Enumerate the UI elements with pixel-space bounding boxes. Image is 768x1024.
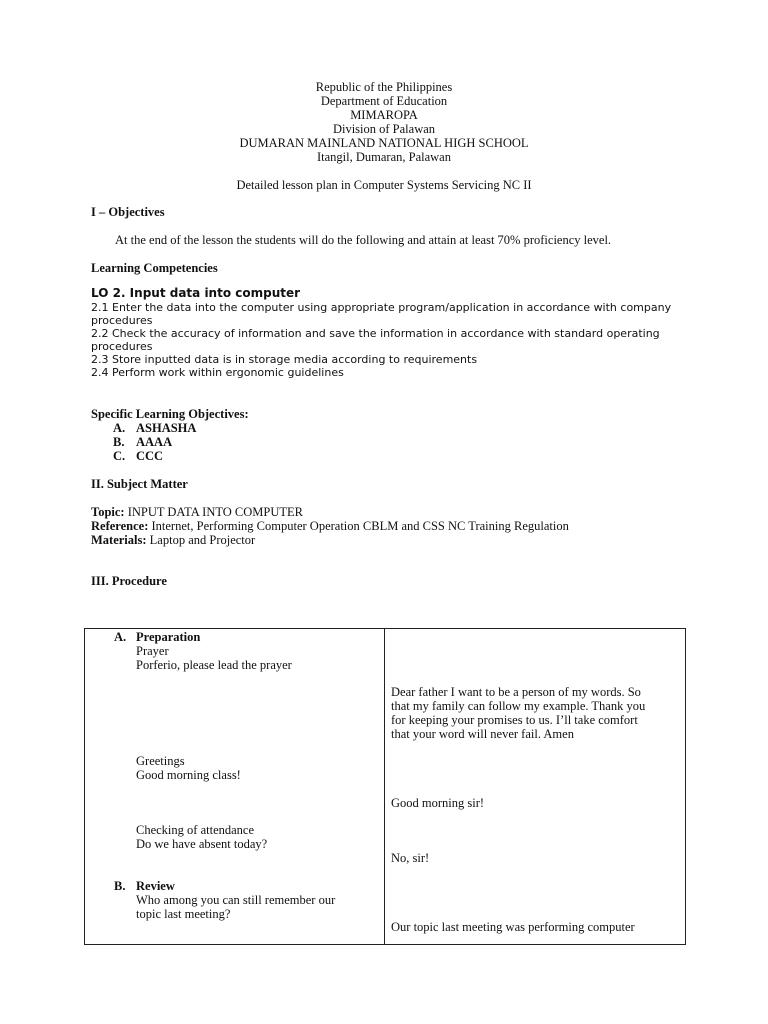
attendance-label: Checking of attendance	[136, 823, 255, 837]
attendance-question: Do we have absent today?	[136, 837, 268, 851]
competency-line: 2.1 Enter the data into the computer using appropriate program/application in accordance with company	[91, 301, 672, 314]
preparation-letter: A.	[114, 630, 127, 644]
prayer-response-line: for keeping your promises to us. I’ll take comfort	[391, 713, 638, 727]
materials-row	[91, 533, 255, 547]
review-title: Review	[136, 879, 175, 893]
reference-value: Internet, Performing Computer Operation CBLM and CSS NC Training Regulation	[151, 519, 569, 533]
specific-objective-item: ASHASHA	[136, 421, 197, 435]
header-line-region: MIMAROPA	[350, 108, 418, 122]
review-response: Our topic last meeting was performing computer	[391, 920, 635, 934]
header-line-division: Division of Palawan	[332, 122, 436, 136]
reference-row	[91, 519, 569, 533]
preparation-title: Preparation	[136, 630, 201, 644]
competency-line: 2.2 Check the accuracy of information and save the information in accordance with standard operating	[91, 327, 660, 340]
objectives-intro: At the end of the lesson the students will do the following and attain at least 70% proficiency level.	[115, 233, 612, 247]
attendance-response: No, sir!	[391, 851, 430, 865]
competency-line: procedures	[91, 340, 153, 353]
subject-matter-heading: II. Subject Matter	[91, 477, 188, 491]
competencies-heading: Learning Competencies	[91, 261, 218, 275]
topic-value: INPUT DATA INTO COMPUTER	[127, 505, 303, 519]
greeting-response: Good morning sir!	[391, 796, 485, 810]
prayer-instruction: Porferio, please lead the prayer	[136, 658, 292, 672]
header-line-school: DUMARAN MAINLAND NATIONAL HIGH SCHOOL	[239, 136, 529, 150]
materials-value: Laptop and Projector	[149, 533, 256, 547]
specific-objective-letter: A.	[113, 421, 126, 435]
objectives-heading: I – Objectives	[91, 205, 165, 219]
header-line-address: Itangil, Dumaran, Palawan	[317, 150, 451, 164]
teacher-activity-cell	[85, 629, 385, 945]
specific-objective-item: AAAA	[136, 435, 173, 449]
review-question-line: topic last meeting?	[136, 907, 231, 921]
specific-objective-letter: C.	[113, 449, 126, 463]
prayer-label: Prayer	[136, 644, 169, 658]
prayer-response-line: that my family can follow my example. Thank you	[391, 699, 646, 713]
procedure-heading: III. Procedure	[91, 574, 167, 588]
procedure-table	[84, 628, 686, 945]
competency-line: 2.3 Store inputted data is in storage media according to requirements	[91, 353, 478, 366]
specific-objectives-heading: Specific Learning Objectives:	[91, 407, 249, 421]
specific-objective-item: CCC	[136, 449, 164, 463]
document-title: Detailed lesson plan in Computer Systems Servicing NC II	[236, 178, 532, 192]
greetings-text: Good morning class!	[136, 768, 241, 782]
review-letter: B.	[114, 879, 126, 893]
student-activity-cell	[385, 629, 686, 945]
prayer-response-line: Dear father I want to be a person of my words. So	[391, 685, 641, 699]
topic-row	[91, 505, 303, 519]
materials-label: Materials:	[91, 533, 147, 547]
lo-heading: LO 2. Input data into computer	[91, 286, 301, 300]
header-line-republic: Republic of the Philippines	[315, 80, 453, 94]
specific-objective-letter: B.	[113, 435, 125, 449]
greetings-label: Greetings	[136, 754, 185, 768]
header-line-department: Department of Education	[320, 94, 448, 108]
reference-label: Reference:	[91, 519, 149, 533]
competency-line: 2.4 Perform work within ergonomic guidelines	[91, 366, 344, 379]
competency-line: procedures	[91, 314, 153, 327]
prayer-response-line: that your word will never fail. Amen	[391, 727, 574, 741]
review-question-line: Who among you can still remember our	[136, 893, 336, 907]
topic-label: Topic:	[91, 505, 125, 519]
